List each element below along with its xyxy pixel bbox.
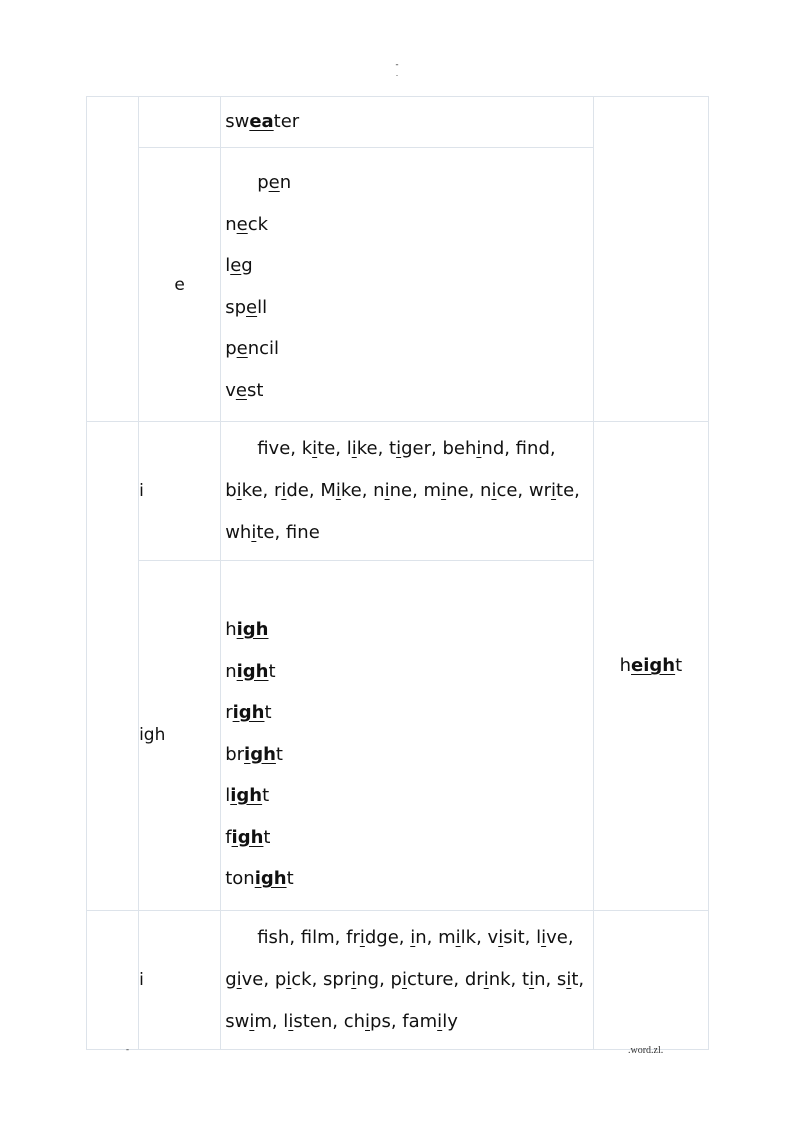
highlighted-letters: i [541,926,547,948]
phonics-table [86,96,709,1050]
letter-cell: i [139,910,221,1049]
highlighted-letters: eigh [631,655,676,677]
words-cell [221,97,594,148]
highlighted-letters: i [491,480,497,501]
header-mark: - [395,59,399,69]
word-pen: pen [257,172,292,193]
vowel-cell-i-short [87,910,139,1049]
highlighted-letters: i [249,1010,255,1032]
highlighted-letters: e [246,296,258,318]
word-sweater: sweater [225,111,300,132]
word-neck: neck [225,213,269,235]
letter-cell: i [139,422,221,561]
word-tonight: tonight [225,868,294,889]
highlighted-letters: i [529,968,535,990]
highlighted-letters: e [235,379,247,401]
highlighted-letters: i [476,438,482,459]
highlighted-letters: i [359,926,365,948]
highlighted-letters: e [236,338,248,359]
vowel-cell-i [87,422,139,911]
highlighted-letters: ea [249,111,274,132]
vowel-cell-e [87,97,139,422]
highlighted-letters: i [351,438,357,459]
word-bright: bright [225,743,283,765]
words-cell [221,422,594,561]
highlighted-letters: i [351,968,357,990]
highlighted-letters: i [437,1010,443,1032]
highlighted-letters: i [384,480,390,501]
words-cell [221,561,594,911]
highlighted-letters: e [268,172,280,193]
highlighted-letters: i [251,522,257,543]
highlighted-letters: igh [232,702,265,723]
header-dot: . [396,69,398,78]
highlighted-letters: i [236,480,242,501]
highlighted-letters: igh [236,619,269,640]
word-night: night [225,660,276,682]
word-high: high [225,619,269,640]
example-cell [593,422,708,911]
highlighted-letters: i [498,926,504,948]
word-right: right [225,702,272,723]
letter-cell: e [139,148,221,422]
words-cell [221,148,594,422]
highlighted-letters: igh [254,868,287,889]
example-word-height: height [619,655,683,677]
word-fight: fight [225,826,271,848]
word-pencil: pencil [225,338,280,359]
highlighted-letters: igh [230,785,263,806]
word-light: light [225,785,270,806]
highlighted-letters: i [236,968,242,990]
highlighted-letters: e [236,213,248,235]
table-row-i-long [87,422,709,561]
word-paragraph-long-i: fve, kite, like, tiger, behind, fnd, bike, ride, Mike, nine, mine, nice, write, white, fne [225,438,580,543]
table-row-i-short [87,910,709,1049]
highlighted-letters: i [566,968,572,990]
highlighted-letters: igh [231,826,264,848]
footer-left: - [126,1044,129,1054]
letter-cell-empty [139,97,221,148]
highlighted-letters: i [288,1010,294,1032]
page-header [380,60,414,78]
highlighted-letters: i [401,968,407,990]
example-cell-empty [593,97,708,422]
highlighted-letters: i [396,438,402,459]
highlighted-letters: i [551,480,557,501]
example-cell-empty [593,910,708,1049]
highlighted-letters: i [410,926,416,948]
words-cell [221,910,594,1049]
highlighted-letters: i [483,968,489,990]
word-vest: vest [225,379,264,401]
highlighted-letters: i [441,480,447,501]
word-paragraph-short-i: fsh, flm, fridge, in, milk, visit, live, give, pick, spring, picture, drink, tin, sit, swim, listen, chips, family [225,926,585,1032]
letter-cell: igh [139,561,221,911]
highlighted-letters: e [230,255,242,276]
footer-right: .word.zl. [628,1045,664,1056]
highlighted-letters: i [335,480,341,501]
highlighted-letters: i [281,480,287,501]
word-spell: spell [225,296,268,318]
highlighted-letters: igh [236,660,269,682]
word-leg: leg [225,255,253,276]
highlighted-letters: i [365,1010,371,1032]
highlighted-letters: i [455,926,461,948]
table-row-sweater [87,97,709,148]
highlighted-letters: igh [244,743,276,765]
highlighted-letters: i [312,438,318,459]
highlighted-letters: i [286,968,292,990]
